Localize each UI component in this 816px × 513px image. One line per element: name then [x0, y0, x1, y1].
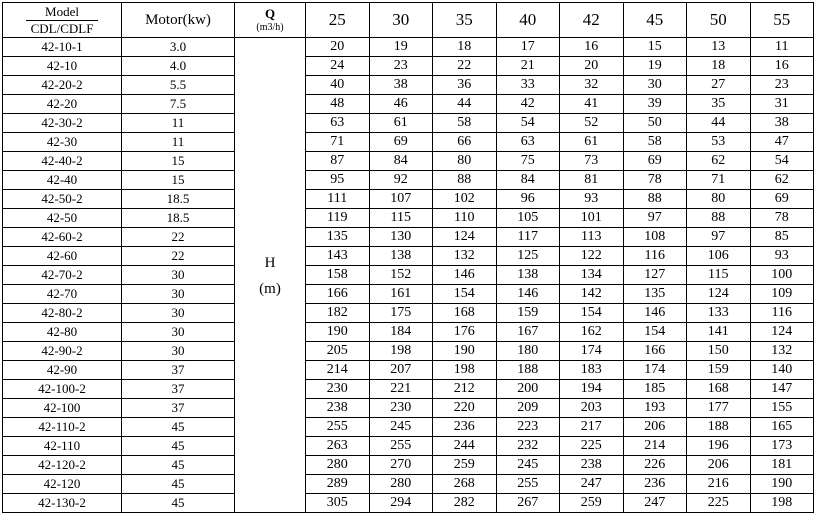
cell-head-25: 238: [306, 399, 370, 418]
cell-head-42: 238: [560, 456, 624, 475]
cell-head-55: 11: [750, 38, 814, 57]
cell-motor: 15: [122, 152, 235, 171]
cell-head-30: 294: [369, 494, 433, 513]
cell-motor: 37: [122, 399, 235, 418]
flow-unit: (m3/h): [256, 21, 284, 33]
cell-head-50: 141: [687, 323, 751, 342]
cell-head-55: 147: [750, 380, 814, 399]
table-header-row: [3, 3, 814, 38]
cell-model: 42-90: [3, 361, 122, 380]
cell-motor: 5.5: [122, 76, 235, 95]
cell-model: 42-70: [3, 285, 122, 304]
cell-model: 42-40: [3, 171, 122, 190]
cell-head-40: 96: [496, 190, 560, 209]
cell-motor: 30: [122, 266, 235, 285]
cell-head-50: 188: [687, 418, 751, 437]
cell-head-40: 209: [496, 399, 560, 418]
cell-head-50: 115: [687, 266, 751, 285]
table-row: [3, 285, 814, 304]
cell-head-35: 268: [433, 475, 497, 494]
table-row: [3, 152, 814, 171]
table-row: [3, 342, 814, 361]
cell-head-42: 142: [560, 285, 624, 304]
cell-head-25: 40: [306, 76, 370, 95]
cell-head-42: 52: [560, 114, 624, 133]
cell-head-35: 80: [433, 152, 497, 171]
table-row: [3, 380, 814, 399]
column-header-flow-25: 25: [306, 3, 370, 38]
cell-head-55: 165: [750, 418, 814, 437]
cell-head-35: 88: [433, 171, 497, 190]
cell-head-25: 87: [306, 152, 370, 171]
cell-head-42: 73: [560, 152, 624, 171]
cell-motor: 45: [122, 475, 235, 494]
column-header-motor: Motor(kw): [122, 3, 235, 38]
cell-head-42: 225: [560, 437, 624, 456]
cell-head-35: 110: [433, 209, 497, 228]
cell-head-50: 18: [687, 57, 751, 76]
table-row: [3, 418, 814, 437]
cell-head-42: 247: [560, 475, 624, 494]
cell-head-35: 220: [433, 399, 497, 418]
cell-head-40: 255: [496, 475, 560, 494]
cell-motor: 18.5: [122, 190, 235, 209]
cell-motor: 30: [122, 285, 235, 304]
cell-head-40: 267: [496, 494, 560, 513]
cell-head-45: 135: [623, 285, 687, 304]
cell-head-55: 173: [750, 437, 814, 456]
cell-head-35: 154: [433, 285, 497, 304]
table-header: [3, 3, 814, 38]
cell-motor: 30: [122, 342, 235, 361]
cell-model: 42-10: [3, 57, 122, 76]
cell-head-55: 124: [750, 323, 814, 342]
cell-head-45: 154: [623, 323, 687, 342]
cell-motor: 7.5: [122, 95, 235, 114]
cell-head-50: 71: [687, 171, 751, 190]
cell-head-35: 259: [433, 456, 497, 475]
cell-head-35: 282: [433, 494, 497, 513]
cell-head-45: 58: [623, 133, 687, 152]
cell-head-42: 32: [560, 76, 624, 95]
cell-motor: 18.5: [122, 209, 235, 228]
cell-head-30: 221: [369, 380, 433, 399]
cell-head-40: 63: [496, 133, 560, 152]
cell-model: 42-60-2: [3, 228, 122, 247]
cell-head-50: 44: [687, 114, 751, 133]
cell-head-40: 117: [496, 228, 560, 247]
column-header-flow-42: 42: [560, 3, 624, 38]
cell-head-45: 108: [623, 228, 687, 247]
cell-head-45: 146: [623, 304, 687, 323]
cell-motor: 45: [122, 437, 235, 456]
cell-head-30: 207: [369, 361, 433, 380]
cell-head-40: 188: [496, 361, 560, 380]
pump-performance-sheet: [0, 2, 816, 510]
cell-head-45: 214: [623, 437, 687, 456]
cell-head-45: 116: [623, 247, 687, 266]
cell-head-40: 21: [496, 57, 560, 76]
cell-head-25: 95: [306, 171, 370, 190]
cell-head-35: 36: [433, 76, 497, 95]
cell-head-25: 135: [306, 228, 370, 247]
cell-head-25: 158: [306, 266, 370, 285]
cell-model: 42-50: [3, 209, 122, 228]
cell-model: 42-30-2: [3, 114, 122, 133]
cell-model: 42-110-2: [3, 418, 122, 437]
cell-head-55: 116: [750, 304, 814, 323]
cell-model: 42-130-2: [3, 494, 122, 513]
cell-head-25: 255: [306, 418, 370, 437]
cell-motor: 45: [122, 456, 235, 475]
cell-head-40: 75: [496, 152, 560, 171]
cell-head-40: 17: [496, 38, 560, 57]
cell-head-30: 19: [369, 38, 433, 57]
cell-head-30: 46: [369, 95, 433, 114]
cell-head-55: 198: [750, 494, 814, 513]
cell-head-35: 190: [433, 342, 497, 361]
cell-head-42: 203: [560, 399, 624, 418]
cell-head-42: 162: [560, 323, 624, 342]
cell-head-25: 166: [306, 285, 370, 304]
cell-head-45: 174: [623, 361, 687, 380]
cell-head-55: 23: [750, 76, 814, 95]
cell-head-45: 185: [623, 380, 687, 399]
cell-head-30: 255: [369, 437, 433, 456]
cell-head-50: 62: [687, 152, 751, 171]
cell-head-25: 24: [306, 57, 370, 76]
table-row: [3, 437, 814, 456]
cell-head-40: 167: [496, 323, 560, 342]
cell-model: 42-50-2: [3, 190, 122, 209]
cell-head-30: 245: [369, 418, 433, 437]
table-row: [3, 57, 814, 76]
cell-motor: 30: [122, 323, 235, 342]
cell-head-42: 174: [560, 342, 624, 361]
cell-head-55: 31: [750, 95, 814, 114]
cell-head-42: 16: [560, 38, 624, 57]
cell-model: 42-80-2: [3, 304, 122, 323]
cell-head-45: 247: [623, 494, 687, 513]
cell-head-30: 130: [369, 228, 433, 247]
cell-head-40: 245: [496, 456, 560, 475]
column-header-flow-symbol: [235, 3, 306, 38]
cell-head-50: 225: [687, 494, 751, 513]
cell-head-35: 146: [433, 266, 497, 285]
cell-motor: 22: [122, 228, 235, 247]
cell-head-25: 48: [306, 95, 370, 114]
table-row: [3, 228, 814, 247]
cell-head-50: 133: [687, 304, 751, 323]
table-row: [3, 323, 814, 342]
cell-head-50: 168: [687, 380, 751, 399]
cell-head-55: 155: [750, 399, 814, 418]
cell-head-50: 27: [687, 76, 751, 95]
cell-motor: 4.0: [122, 57, 235, 76]
cell-model: 42-110: [3, 437, 122, 456]
cell-head-45: 88: [623, 190, 687, 209]
cell-head-55: 100: [750, 266, 814, 285]
cell-head-45: 97: [623, 209, 687, 228]
cell-head-35: 212: [433, 380, 497, 399]
cell-head-40: 223: [496, 418, 560, 437]
cell-head-25: 205: [306, 342, 370, 361]
cell-head-50: 13: [687, 38, 751, 57]
head-symbol-cell: [235, 38, 306, 513]
cell-head-45: 127: [623, 266, 687, 285]
cell-head-45: 50: [623, 114, 687, 133]
cell-head-40: 232: [496, 437, 560, 456]
cell-head-30: 61: [369, 114, 433, 133]
cell-head-42: 154: [560, 304, 624, 323]
cell-head-55: 78: [750, 209, 814, 228]
cell-head-30: 38: [369, 76, 433, 95]
cell-head-25: 305: [306, 494, 370, 513]
cell-head-50: 124: [687, 285, 751, 304]
cell-motor: 45: [122, 494, 235, 513]
cell-head-25: 190: [306, 323, 370, 342]
cell-head-30: 107: [369, 190, 433, 209]
cell-head-55: 38: [750, 114, 814, 133]
cell-head-40: 159: [496, 304, 560, 323]
cell-head-42: 41: [560, 95, 624, 114]
cell-head-25: 71: [306, 133, 370, 152]
cell-head-42: 81: [560, 171, 624, 190]
cell-head-42: 217: [560, 418, 624, 437]
table-body: [3, 38, 814, 513]
cell-head-25: 182: [306, 304, 370, 323]
cell-head-30: 152: [369, 266, 433, 285]
head-symbol: H: [264, 255, 276, 271]
cell-head-50: 177: [687, 399, 751, 418]
cell-head-40: 105: [496, 209, 560, 228]
cell-head-45: 206: [623, 418, 687, 437]
table-row: [3, 266, 814, 285]
cell-head-25: 289: [306, 475, 370, 494]
cell-head-42: 113: [560, 228, 624, 247]
cell-head-30: 138: [369, 247, 433, 266]
cell-head-55: 93: [750, 247, 814, 266]
cell-head-45: 39: [623, 95, 687, 114]
cell-model: 42-60: [3, 247, 122, 266]
cell-head-55: 16: [750, 57, 814, 76]
cell-head-45: 166: [623, 342, 687, 361]
cell-model: 42-40-2: [3, 152, 122, 171]
cell-head-40: 33: [496, 76, 560, 95]
cell-head-35: 168: [433, 304, 497, 323]
cell-head-45: 19: [623, 57, 687, 76]
cell-head-50: 53: [687, 133, 751, 152]
cell-head-40: 146: [496, 285, 560, 304]
table-row: [3, 114, 814, 133]
column-header-flow-40: 40: [496, 3, 560, 38]
cell-model: 42-90-2: [3, 342, 122, 361]
cell-head-35: 22: [433, 57, 497, 76]
cell-head-25: 214: [306, 361, 370, 380]
column-header-flow-50: 50: [687, 3, 751, 38]
pump-performance-table: [2, 2, 814, 513]
cell-head-30: 161: [369, 285, 433, 304]
cell-head-55: 109: [750, 285, 814, 304]
table-row: [3, 399, 814, 418]
cell-head-40: 180: [496, 342, 560, 361]
cell-motor: 11: [122, 114, 235, 133]
model-header-line2: CDL/CDLF: [30, 21, 94, 36]
cell-head-42: 93: [560, 190, 624, 209]
cell-head-42: 134: [560, 266, 624, 285]
cell-motor: 15: [122, 171, 235, 190]
cell-head-35: 44: [433, 95, 497, 114]
cell-head-45: 236: [623, 475, 687, 494]
cell-head-30: 230: [369, 399, 433, 418]
cell-motor: 37: [122, 361, 235, 380]
cell-head-30: 92: [369, 171, 433, 190]
cell-head-40: 125: [496, 247, 560, 266]
cell-head-30: 198: [369, 342, 433, 361]
cell-motor: 11: [122, 133, 235, 152]
cell-model: 42-100: [3, 399, 122, 418]
cell-head-30: 280: [369, 475, 433, 494]
cell-head-45: 15: [623, 38, 687, 57]
cell-head-30: 270: [369, 456, 433, 475]
cell-model: 42-70-2: [3, 266, 122, 285]
cell-head-35: 66: [433, 133, 497, 152]
cell-head-50: 206: [687, 456, 751, 475]
table-row: [3, 38, 814, 57]
table-row: [3, 95, 814, 114]
table-row: [3, 209, 814, 228]
table-row: [3, 304, 814, 323]
cell-head-50: 97: [687, 228, 751, 247]
table-row: [3, 171, 814, 190]
cell-head-35: 124: [433, 228, 497, 247]
cell-head-42: 194: [560, 380, 624, 399]
cell-head-50: 106: [687, 247, 751, 266]
cell-head-55: 181: [750, 456, 814, 475]
cell-model: 42-100-2: [3, 380, 122, 399]
cell-model: 42-20-2: [3, 76, 122, 95]
cell-head-45: 193: [623, 399, 687, 418]
column-header-flow-45: 45: [623, 3, 687, 38]
cell-head-55: 190: [750, 475, 814, 494]
cell-motor: 30: [122, 304, 235, 323]
cell-model: 42-120: [3, 475, 122, 494]
cell-head-30: 84: [369, 152, 433, 171]
cell-head-30: 23: [369, 57, 433, 76]
cell-head-35: 176: [433, 323, 497, 342]
cell-head-50: 150: [687, 342, 751, 361]
table-row: [3, 494, 814, 513]
cell-head-55: 132: [750, 342, 814, 361]
cell-head-42: 20: [560, 57, 624, 76]
cell-head-55: 85: [750, 228, 814, 247]
cell-head-50: 216: [687, 475, 751, 494]
cell-head-50: 35: [687, 95, 751, 114]
column-header-model: [3, 3, 122, 38]
cell-head-30: 184: [369, 323, 433, 342]
cell-head-45: 30: [623, 76, 687, 95]
flow-symbol: Q: [264, 6, 276, 22]
cell-model: 42-20: [3, 95, 122, 114]
cell-head-30: 69: [369, 133, 433, 152]
cell-head-45: 69: [623, 152, 687, 171]
column-header-flow-55: 55: [750, 3, 814, 38]
cell-head-42: 61: [560, 133, 624, 152]
cell-head-40: 84: [496, 171, 560, 190]
table-row: [3, 361, 814, 380]
head-unit: (m): [259, 281, 281, 297]
cell-model: 42-10-1: [3, 38, 122, 57]
cell-head-40: 200: [496, 380, 560, 399]
cell-head-55: 62: [750, 171, 814, 190]
cell-head-35: 58: [433, 114, 497, 133]
cell-head-25: 143: [306, 247, 370, 266]
cell-head-25: 230: [306, 380, 370, 399]
table-row: [3, 475, 814, 494]
cell-head-55: 47: [750, 133, 814, 152]
cell-head-35: 244: [433, 437, 497, 456]
cell-head-35: 198: [433, 361, 497, 380]
cell-head-25: 119: [306, 209, 370, 228]
table-row: [3, 133, 814, 152]
column-header-flow-35: 35: [433, 3, 497, 38]
cell-head-35: 18: [433, 38, 497, 57]
cell-head-25: 20: [306, 38, 370, 57]
column-header-flow-30: 30: [369, 3, 433, 38]
cell-head-30: 115: [369, 209, 433, 228]
cell-head-25: 63: [306, 114, 370, 133]
table-row: [3, 456, 814, 475]
cell-head-25: 263: [306, 437, 370, 456]
cell-head-50: 196: [687, 437, 751, 456]
cell-motor: 22: [122, 247, 235, 266]
cell-head-50: 80: [687, 190, 751, 209]
cell-head-40: 54: [496, 114, 560, 133]
cell-head-50: 159: [687, 361, 751, 380]
table-row: [3, 76, 814, 95]
cell-head-55: 54: [750, 152, 814, 171]
cell-head-55: 69: [750, 190, 814, 209]
cell-head-40: 138: [496, 266, 560, 285]
cell-model: 42-80: [3, 323, 122, 342]
cell-head-45: 78: [623, 171, 687, 190]
table-row: [3, 190, 814, 209]
cell-model: 42-30: [3, 133, 122, 152]
cell-model: 42-120-2: [3, 456, 122, 475]
cell-motor: 45: [122, 418, 235, 437]
cell-head-42: 183: [560, 361, 624, 380]
cell-head-40: 42: [496, 95, 560, 114]
cell-head-45: 226: [623, 456, 687, 475]
cell-head-35: 102: [433, 190, 497, 209]
cell-head-55: 140: [750, 361, 814, 380]
cell-motor: 37: [122, 380, 235, 399]
cell-head-35: 132: [433, 247, 497, 266]
model-header-line1: Model: [26, 5, 98, 21]
cell-head-25: 280: [306, 456, 370, 475]
table-row: [3, 247, 814, 266]
cell-head-25: 111: [306, 190, 370, 209]
cell-head-30: 175: [369, 304, 433, 323]
cell-head-42: 101: [560, 209, 624, 228]
cell-head-35: 236: [433, 418, 497, 437]
cell-head-42: 259: [560, 494, 624, 513]
cell-head-42: 122: [560, 247, 624, 266]
cell-motor: 3.0: [122, 38, 235, 57]
cell-head-50: 88: [687, 209, 751, 228]
